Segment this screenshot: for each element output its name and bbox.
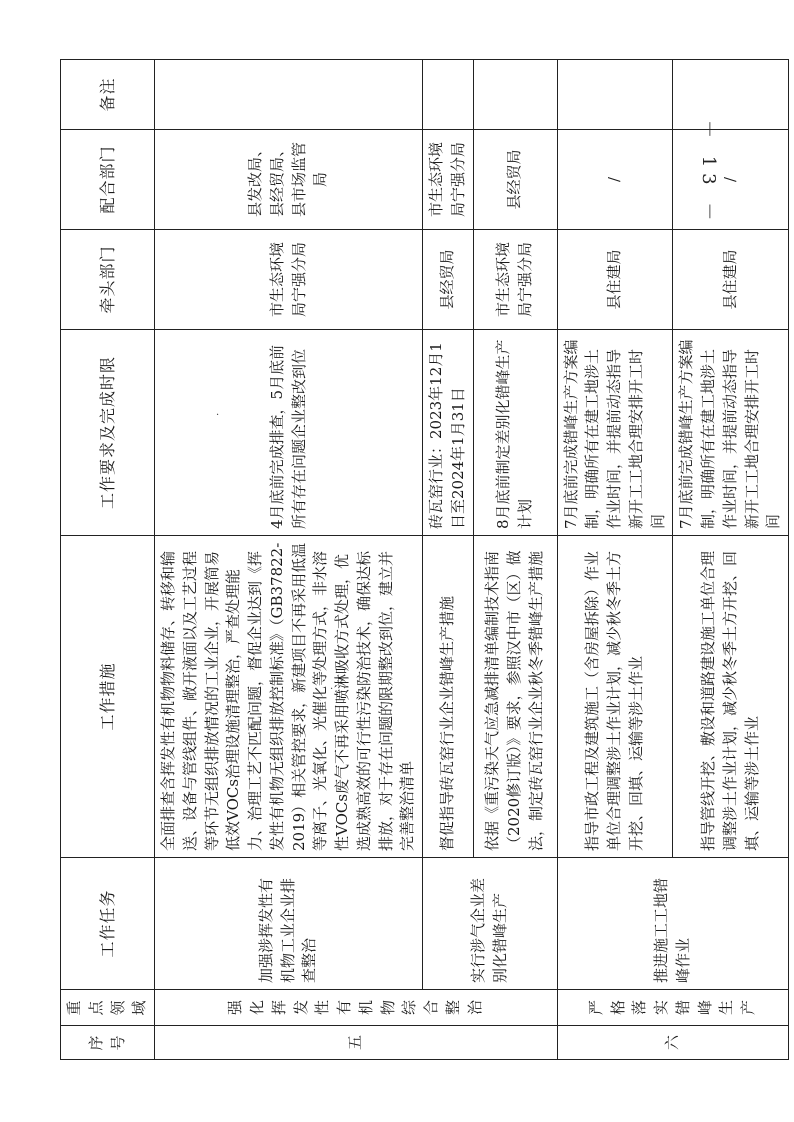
table-row	[423, 60, 474, 1060]
row-area: 严格落实错峰生产	[557, 990, 789, 1026]
row-coop: /	[557, 130, 673, 230]
row-lead: 县住建局	[673, 230, 789, 330]
row-measures: 依据《重污染天气应急减排清单编制技术指南（2020修订版）》要求，参照汉中市（区）做法，制定砖瓦窑行业企业秋冬季错峰生产措施	[473, 536, 557, 858]
row-note	[557, 60, 673, 130]
scan-speck: ·	[330, 684, 334, 695]
table-row	[155, 60, 423, 1060]
row-note	[423, 60, 474, 130]
table-header-row	[61, 60, 155, 1060]
row-requirement: 7月底前完成错峰生产方案编制，明确所有在建工地涉土作业时间，并提前动态指导新开工工地合理安排开工时间	[557, 330, 673, 536]
row-requirement: 4月底前完成排查，5月底前所有存在问题企业整改到位	[155, 330, 423, 536]
header-measures: 工作措施	[61, 536, 155, 858]
scan-speck: ·	[216, 410, 220, 421]
row-index: 六	[557, 1026, 789, 1060]
header-area: 重点领域	[61, 990, 155, 1026]
row-measures: 指导市政工程及建筑施工（含房屋拆除）作业单位合理调整涉土作业计划，减少秋冬季土方开挖、回填、运输等涉土作业	[557, 536, 673, 858]
row-note	[155, 60, 423, 130]
row-note	[673, 60, 789, 130]
header-index: 序号	[61, 1026, 155, 1060]
row-lead: 市生态环境局宁强分局	[473, 230, 557, 330]
row-task: 实行涉气企业差别化错峰生产	[423, 858, 558, 990]
row-measures: 全面排查含挥发性有机物物料储存、转移和输送、设备与管线组件、敞开液面以及工艺过程等环节无组织排放情况的工业企业，开展简易低效VOCs治理设施清理整治，严查处理能力、治理工艺不匹配问题，督促企业达到《挥发性有机物无组织排放控制标准》（GB37822-2019）相关管控要求，新建项目不再采用低温等离子、光氧化、光催化等处理方式，非水溶性VOCs废气不再采用喷淋吸收方式处理，优选成熟高效的可行性污染防治技术，确保达标排放，对于存在问题的限期整改到位，建立并完善整治清单	[155, 536, 423, 858]
row-coop: /	[673, 130, 789, 230]
row-requirement: 砖瓦窑行业：2023年12月1日至2024年1月31日	[423, 330, 474, 536]
header-task: 工作任务	[61, 858, 155, 990]
row-area: 强化挥发性有机物综合整治	[155, 990, 558, 1026]
row-requirement: 8月底前制定差别化错峰生产计划	[473, 330, 557, 536]
table-row	[557, 60, 673, 1060]
row-measures: 督促指导砖瓦窑行业企业错峰生产措施	[423, 536, 474, 858]
row-note	[473, 60, 557, 130]
header-coop: 配合部门	[61, 130, 155, 230]
row-lead: 县经贸局	[423, 230, 474, 330]
row-requirement: 7月底前完成错峰生产方案编制，明确所有在建工地涉土作业时间，并提前动态指导新开工工地合理安排开工时间	[673, 330, 789, 536]
row-index: 五	[155, 1026, 558, 1060]
row-task: 推进施工工地错峰作业	[557, 858, 789, 990]
header-lead: 牵头部门	[61, 230, 155, 330]
row-lead: 市生态环境局宁强分局	[155, 230, 423, 330]
row-coop: 市生态环境局宁强分局	[423, 130, 474, 230]
work-task-table	[60, 59, 789, 1060]
row-coop: 县经贸局	[473, 130, 557, 230]
row-coop: 县发改局、县经贸局、县市场监管局	[155, 130, 423, 230]
header-note: 备注	[61, 60, 155, 130]
header-requirement: 工作要求及完成时限	[61, 330, 155, 536]
page-number: － 13 －	[698, 120, 719, 227]
rotated-table-wrapper	[60, 60, 783, 1060]
row-measures: 指导管线开挖、敷设和道路建设施工单位合理调整涉土作业计划，减少秋冬季土方开挖、回填、运输等涉土作业	[673, 536, 789, 858]
row-task: 加强涉挥发性有机物工业企业排查整治	[155, 858, 423, 990]
row-lead: 县住建局	[557, 230, 673, 330]
